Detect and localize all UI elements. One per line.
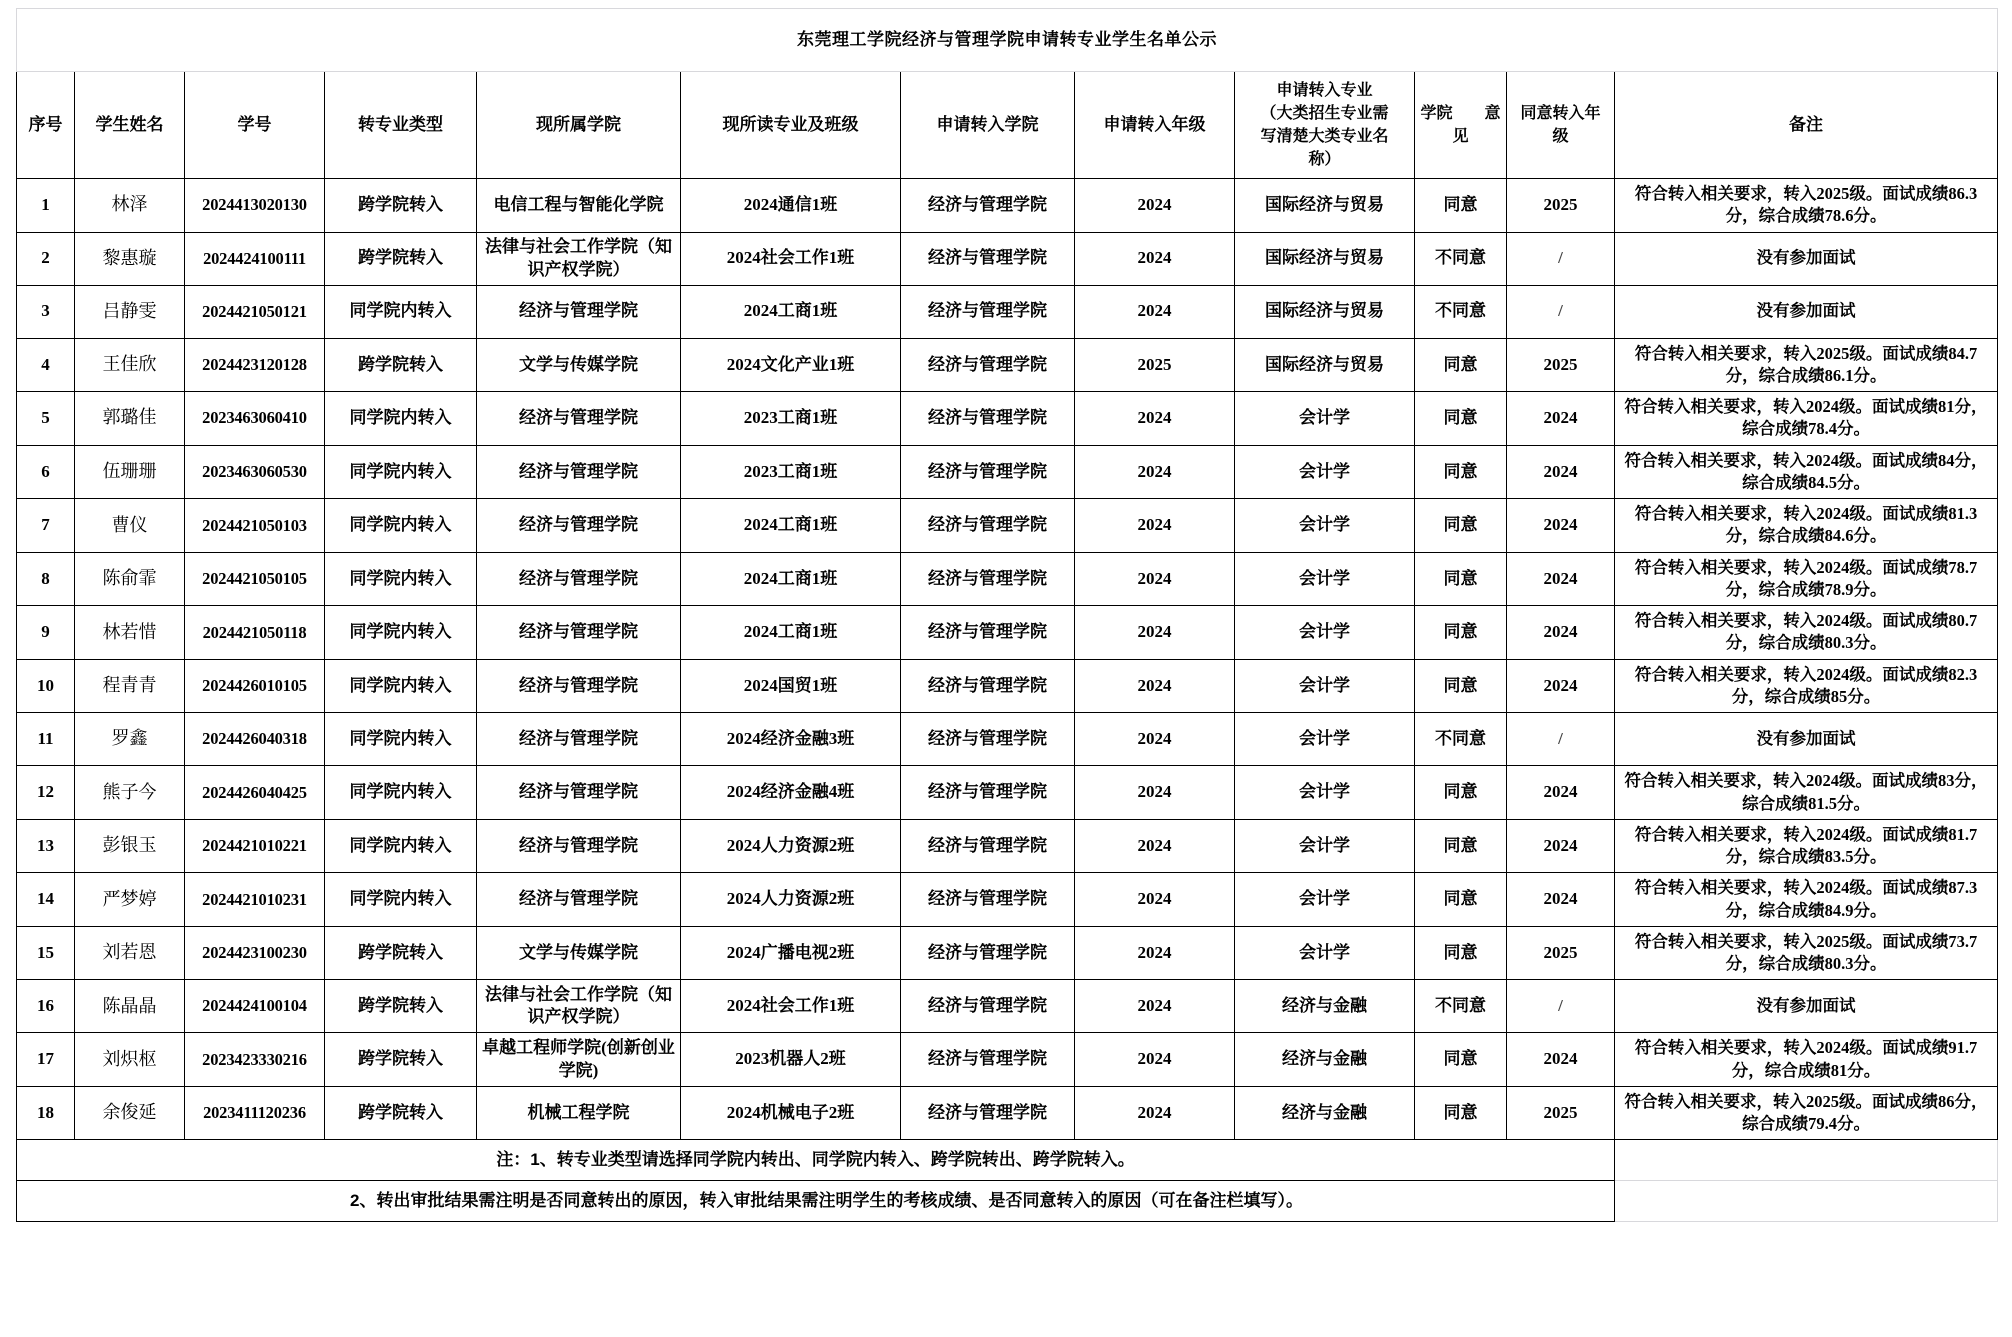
cell-target-major: 会计学	[1235, 819, 1415, 873]
cell-current-college: 机械工程学院	[477, 1086, 681, 1140]
cell-target-college: 经济与管理学院	[901, 766, 1075, 820]
header-row	[17, 72, 1998, 179]
target-major-header-line-2: （大类招生专业需	[1260, 104, 1389, 122]
cell-target-college: 经济与管理学院	[901, 285, 1075, 338]
cell-approved-grade: 2024	[1507, 445, 1615, 499]
cell-target-college: 经济与管理学院	[901, 926, 1075, 980]
cell-index: 9	[17, 606, 75, 660]
cell-approved-grade: 2024	[1507, 1033, 1615, 1087]
cell-student-id: 2024423100230	[185, 926, 325, 980]
column-header-name: 学生姓名	[75, 72, 185, 179]
cell-remark: 符合转入相关要求，转入2024级。面试成绩78.7分，综合成绩78.9分。	[1615, 552, 1998, 606]
cell-approved-grade: 2024	[1507, 392, 1615, 446]
cell-remark: 没有参加面试	[1615, 232, 1998, 285]
cell-student-name: 熊子今	[75, 766, 185, 820]
cell-student-name: 林若惜	[75, 606, 185, 660]
column-header-target-college: 申请转入学院	[901, 72, 1075, 179]
cell-student-name: 陈俞霏	[75, 552, 185, 606]
college-opinion-header-line-1: 学院 意	[1420, 104, 1501, 122]
page-title: 东莞理工学院经济与管理学院申请转专业学生名单公示	[17, 9, 1998, 72]
cell-student-id: 2024421050118	[185, 606, 325, 660]
cell-target-college: 经济与管理学院	[901, 659, 1075, 713]
cell-student-id: 2024426040318	[185, 713, 325, 766]
table-head	[17, 9, 1998, 179]
cell-target-grade: 2024	[1075, 445, 1235, 499]
column-header-remark: 备注	[1615, 72, 1998, 179]
note-1-blank-cell	[1615, 1140, 1998, 1181]
cell-transfer-type: 同学院内转入	[325, 659, 477, 713]
cell-approved-grade: 2025	[1507, 926, 1615, 980]
cell-college-opinion: 同意	[1415, 445, 1507, 499]
cell-approved-grade: 2024	[1507, 819, 1615, 873]
cell-transfer-type: 同学院内转入	[325, 285, 477, 338]
cell-student-id: 2024421050103	[185, 499, 325, 553]
cell-index: 2	[17, 232, 75, 285]
cell-current-college: 经济与管理学院	[477, 552, 681, 606]
cell-remark: 符合转入相关要求，转入2024级。面试成绩81分，综合成绩78.4分。	[1615, 392, 1998, 446]
cell-current-major-class: 2024工商1班	[681, 606, 901, 660]
cell-target-grade: 2025	[1075, 338, 1235, 392]
cell-current-major-class: 2024文化产业1班	[681, 338, 901, 392]
cell-index: 12	[17, 766, 75, 820]
table-row	[17, 980, 1998, 1033]
cell-current-major-class: 2024人力资源2班	[681, 819, 901, 873]
cell-index: 17	[17, 1033, 75, 1087]
table-row	[17, 766, 1998, 820]
cell-college-opinion: 不同意	[1415, 285, 1507, 338]
cell-target-college: 经济与管理学院	[901, 1086, 1075, 1140]
cell-student-id: 2023411120236	[185, 1086, 325, 1140]
cell-target-grade: 2024	[1075, 499, 1235, 553]
approved-grade-header-line-2: 级	[1552, 128, 1569, 145]
cell-index: 3	[17, 285, 75, 338]
table-row	[17, 926, 1998, 980]
cell-college-opinion: 不同意	[1415, 232, 1507, 285]
cell-transfer-type: 同学院内转入	[325, 445, 477, 499]
note-row-1	[17, 1140, 1998, 1181]
table-row	[17, 819, 1998, 873]
cell-target-major: 会计学	[1235, 659, 1415, 713]
cell-index: 5	[17, 392, 75, 446]
cell-index: 1	[17, 179, 75, 233]
cell-target-college: 经济与管理学院	[901, 392, 1075, 446]
cell-current-major-class: 2024工商1班	[681, 285, 901, 338]
table-row	[17, 285, 1998, 338]
cell-current-major-class: 2024社会工作1班	[681, 980, 901, 1033]
cell-remark: 符合转入相关要求，转入2025级。面试成绩73.7分，综合成绩80.3分。	[1615, 926, 1998, 980]
cell-student-id: 2024421010221	[185, 819, 325, 873]
cell-current-college: 法律与社会工作学院（知识产权学院）	[477, 232, 681, 285]
cell-current-major-class: 2023工商1班	[681, 445, 901, 499]
cell-target-major: 会计学	[1235, 499, 1415, 553]
cell-remark: 没有参加面试	[1615, 713, 1998, 766]
cell-approved-grade: 2025	[1507, 1086, 1615, 1140]
table-row	[17, 338, 1998, 392]
cell-current-major-class: 2023工商1班	[681, 392, 901, 446]
cell-target-college: 经济与管理学院	[901, 445, 1075, 499]
cell-student-name: 曹仪	[75, 499, 185, 553]
cell-current-major-class: 2024通信1班	[681, 179, 901, 233]
cell-target-grade: 2024	[1075, 1086, 1235, 1140]
table-row	[17, 873, 1998, 927]
cell-college-opinion: 同意	[1415, 819, 1507, 873]
cell-college-opinion: 同意	[1415, 499, 1507, 553]
column-header-target-major	[1235, 72, 1415, 179]
cell-student-id: 2024421050121	[185, 285, 325, 338]
cell-college-opinion: 同意	[1415, 766, 1507, 820]
cell-transfer-type: 跨学院转入	[325, 980, 477, 1033]
cell-college-opinion: 同意	[1415, 1086, 1507, 1140]
cell-transfer-type: 跨学院转入	[325, 232, 477, 285]
cell-target-major: 会计学	[1235, 552, 1415, 606]
cell-college-opinion: 同意	[1415, 179, 1507, 233]
table-row	[17, 499, 1998, 553]
cell-current-major-class: 2024经济金融4班	[681, 766, 901, 820]
table-row	[17, 392, 1998, 446]
table-row	[17, 445, 1998, 499]
cell-current-major-class: 2024国贸1班	[681, 659, 901, 713]
cell-current-college: 经济与管理学院	[477, 392, 681, 446]
table-foot	[17, 1140, 1998, 1222]
cell-student-name: 刘炽枢	[75, 1033, 185, 1087]
cell-current-college: 经济与管理学院	[477, 606, 681, 660]
cell-student-name: 刘若恩	[75, 926, 185, 980]
table-row	[17, 232, 1998, 285]
cell-target-college: 经济与管理学院	[901, 232, 1075, 285]
cell-target-grade: 2024	[1075, 819, 1235, 873]
cell-student-id: 2024424100104	[185, 980, 325, 1033]
cell-current-major-class: 2024经济金融3班	[681, 713, 901, 766]
cell-student-id: 2024421050105	[185, 552, 325, 606]
cell-approved-grade: 2024	[1507, 766, 1615, 820]
cell-remark: 符合转入相关要求，转入2025级。面试成绩84.7分，综合成绩86.1分。	[1615, 338, 1998, 392]
cell-approved-grade: /	[1507, 232, 1615, 285]
cell-target-grade: 2024	[1075, 285, 1235, 338]
cell-student-id: 2024426040425	[185, 766, 325, 820]
cell-student-name: 黎惠璇	[75, 232, 185, 285]
cell-index: 14	[17, 873, 75, 927]
cell-target-major: 经济与金融	[1235, 1086, 1415, 1140]
target-major-header-line-3: 写清楚大类专业名	[1260, 128, 1389, 145]
table-row	[17, 179, 1998, 233]
cell-remark: 符合转入相关要求，转入2024级。面试成绩91.7分，综合成绩81分。	[1615, 1033, 1998, 1087]
cell-college-opinion: 同意	[1415, 606, 1507, 660]
table-row	[17, 659, 1998, 713]
cell-current-major-class: 2024人力资源2班	[681, 873, 901, 927]
cell-approved-grade: /	[1507, 285, 1615, 338]
cell-current-major-class: 2024机械电子2班	[681, 1086, 901, 1140]
cell-target-major: 国际经济与贸易	[1235, 338, 1415, 392]
note-row-2	[17, 1181, 1998, 1222]
cell-current-college: 文学与传媒学院	[477, 338, 681, 392]
table-row	[17, 606, 1998, 660]
cell-transfer-type: 同学院内转入	[325, 392, 477, 446]
cell-index: 7	[17, 499, 75, 553]
cell-remark: 符合转入相关要求，转入2024级。面试成绩80.7分，综合成绩80.3分。	[1615, 606, 1998, 660]
cell-student-id: 2023463060530	[185, 445, 325, 499]
cell-target-college: 经济与管理学院	[901, 338, 1075, 392]
cell-transfer-type: 跨学院转入	[325, 1033, 477, 1087]
cell-target-grade: 2024	[1075, 873, 1235, 927]
column-header-current-college: 现所属学院	[477, 72, 681, 179]
cell-remark: 符合转入相关要求，转入2024级。面试成绩84分，综合成绩84.5分。	[1615, 445, 1998, 499]
cell-transfer-type: 同学院内转入	[325, 873, 477, 927]
cell-transfer-type: 跨学院转入	[325, 179, 477, 233]
approved-grade-header-line-1: 同意转入年	[1520, 104, 1601, 122]
cell-target-grade: 2024	[1075, 980, 1235, 1033]
title-row	[17, 9, 1998, 72]
cell-current-college: 经济与管理学院	[477, 819, 681, 873]
cell-current-major-class: 2024广播电视2班	[681, 926, 901, 980]
cell-current-major-class: 2024工商1班	[681, 552, 901, 606]
column-header-target-grade: 申请转入年级	[1075, 72, 1235, 179]
cell-transfer-type: 同学院内转入	[325, 713, 477, 766]
cell-approved-grade: 2024	[1507, 606, 1615, 660]
cell-transfer-type: 跨学院转入	[325, 1086, 477, 1140]
cell-target-grade: 2024	[1075, 392, 1235, 446]
cell-student-name: 彭银玉	[75, 819, 185, 873]
cell-remark: 符合转入相关要求，转入2024级。面试成绩81.3分，综合成绩84.6分。	[1615, 499, 1998, 553]
cell-remark: 符合转入相关要求，转入2024级。面试成绩83分，综合成绩81.5分。	[1615, 766, 1998, 820]
target-major-header-line-1: 申请转入专业	[1276, 81, 1373, 99]
cell-target-college: 经济与管理学院	[901, 606, 1075, 660]
cell-remark: 没有参加面试	[1615, 285, 1998, 338]
cell-student-id: 2023423330216	[185, 1033, 325, 1087]
cell-college-opinion: 同意	[1415, 873, 1507, 927]
cell-approved-grade: 2024	[1507, 499, 1615, 553]
cell-remark: 没有参加面试	[1615, 980, 1998, 1033]
cell-target-major: 会计学	[1235, 713, 1415, 766]
cell-remark: 符合转入相关要求，转入2024级。面试成绩82.3分，综合成绩85分。	[1615, 659, 1998, 713]
cell-college-opinion: 同意	[1415, 552, 1507, 606]
cell-target-college: 经济与管理学院	[901, 1033, 1075, 1087]
column-header-student-id: 学号	[185, 72, 325, 179]
cell-index: 18	[17, 1086, 75, 1140]
table-row	[17, 713, 1998, 766]
cell-target-college: 经济与管理学院	[901, 552, 1075, 606]
cell-student-name: 吕静雯	[75, 285, 185, 338]
cell-approved-grade: 2024	[1507, 552, 1615, 606]
cell-index: 11	[17, 713, 75, 766]
cell-remark: 符合转入相关要求，转入2024级。面试成绩81.7分，综合成绩83.5分。	[1615, 819, 1998, 873]
cell-transfer-type: 同学院内转入	[325, 552, 477, 606]
cell-target-grade: 2024	[1075, 552, 1235, 606]
column-header-college-opinion	[1415, 72, 1507, 179]
cell-transfer-type: 同学院内转入	[325, 606, 477, 660]
cell-student-name: 林泽	[75, 179, 185, 233]
cell-student-name: 陈晶晶	[75, 980, 185, 1033]
cell-index: 16	[17, 980, 75, 1033]
cell-index: 4	[17, 338, 75, 392]
cell-remark: 符合转入相关要求，转入2025级。面试成绩86.3分，综合成绩78.6分。	[1615, 179, 1998, 233]
cell-target-grade: 2024	[1075, 606, 1235, 660]
cell-student-id: 2024424100111	[185, 232, 325, 285]
cell-target-college: 经济与管理学院	[901, 873, 1075, 927]
cell-transfer-type: 跨学院转入	[325, 338, 477, 392]
column-header-transfer-type: 转专业类型	[325, 72, 477, 179]
cell-target-grade: 2024	[1075, 659, 1235, 713]
cell-approved-grade: 2024	[1507, 659, 1615, 713]
cell-college-opinion: 不同意	[1415, 713, 1507, 766]
cell-current-college: 经济与管理学院	[477, 445, 681, 499]
cell-current-major-class: 2024社会工作1班	[681, 232, 901, 285]
cell-target-college: 经济与管理学院	[901, 179, 1075, 233]
cell-target-grade: 2024	[1075, 232, 1235, 285]
cell-approved-grade: /	[1507, 713, 1615, 766]
cell-college-opinion: 同意	[1415, 926, 1507, 980]
cell-target-grade: 2024	[1075, 179, 1235, 233]
cell-target-major: 国际经济与贸易	[1235, 285, 1415, 338]
cell-current-college: 卓越工程师学院(创新创业学院)	[477, 1033, 681, 1087]
cell-target-grade: 2024	[1075, 766, 1235, 820]
cell-target-college: 经济与管理学院	[901, 499, 1075, 553]
table-body	[17, 179, 1998, 1140]
cell-target-major: 会计学	[1235, 445, 1415, 499]
cell-index: 8	[17, 552, 75, 606]
cell-approved-grade: 2025	[1507, 179, 1615, 233]
cell-student-name: 余俊延	[75, 1086, 185, 1140]
cell-college-opinion: 同意	[1415, 338, 1507, 392]
cell-college-opinion: 同意	[1415, 659, 1507, 713]
cell-target-major: 会计学	[1235, 392, 1415, 446]
note-2: 2、转出审批结果需注明是否同意转出的原因，转入审批结果需注明学生的考核成绩、是否同意转入的原因（可在备注栏填写）。	[17, 1181, 1615, 1222]
cell-current-major-class: 2024工商1班	[681, 499, 901, 553]
cell-target-grade: 2024	[1075, 1033, 1235, 1087]
cell-target-major: 国际经济与贸易	[1235, 232, 1415, 285]
cell-current-major-class: 2023机器人2班	[681, 1033, 901, 1087]
cell-student-name: 王佳欣	[75, 338, 185, 392]
cell-student-id: 2023463060410	[185, 392, 325, 446]
cell-remark: 符合转入相关要求，转入2024级。面试成绩87.3分，综合成绩84.9分。	[1615, 873, 1998, 927]
cell-target-major: 会计学	[1235, 766, 1415, 820]
cell-index: 6	[17, 445, 75, 499]
cell-approved-grade: /	[1507, 980, 1615, 1033]
cell-current-college: 经济与管理学院	[477, 499, 681, 553]
cell-current-college: 经济与管理学院	[477, 659, 681, 713]
cell-target-major: 经济与金融	[1235, 1033, 1415, 1087]
cell-remark: 符合转入相关要求，转入2025级。面试成绩86分，综合成绩79.4分。	[1615, 1086, 1998, 1140]
cell-current-college: 电信工程与智能化学院	[477, 179, 681, 233]
cell-student-name: 严梦婷	[75, 873, 185, 927]
cell-current-college: 经济与管理学院	[477, 873, 681, 927]
cell-current-college: 法律与社会工作学院（知识产权学院）	[477, 980, 681, 1033]
cell-student-id: 2024423120128	[185, 338, 325, 392]
cell-target-grade: 2024	[1075, 926, 1235, 980]
table-row	[17, 552, 1998, 606]
cell-student-name: 伍珊珊	[75, 445, 185, 499]
cell-approved-grade: 2025	[1507, 338, 1615, 392]
cell-student-name: 程青青	[75, 659, 185, 713]
cell-transfer-type: 同学院内转入	[325, 766, 477, 820]
college-opinion-header-line-2: 见	[1452, 128, 1469, 145]
cell-transfer-type: 同学院内转入	[325, 819, 477, 873]
cell-target-major: 国际经济与贸易	[1235, 179, 1415, 233]
column-header-index: 序号	[17, 72, 75, 179]
transfer-applicants-table	[16, 8, 1998, 1222]
cell-student-name: 郭璐佳	[75, 392, 185, 446]
cell-target-major: 会计学	[1235, 926, 1415, 980]
cell-student-name: 罗鑫	[75, 713, 185, 766]
cell-target-college: 经济与管理学院	[901, 980, 1075, 1033]
cell-index: 15	[17, 926, 75, 980]
note-1: 注：1、转专业类型请选择同学院内转出、同学院内转入、跨学院转出、跨学院转入。	[17, 1140, 1615, 1181]
cell-target-college: 经济与管理学院	[901, 713, 1075, 766]
target-major-header-line-4: 称）	[1308, 151, 1341, 169]
cell-student-id: 2024421010231	[185, 873, 325, 927]
note-2-blank-cell	[1615, 1181, 1998, 1222]
cell-current-college: 经济与管理学院	[477, 285, 681, 338]
table-row	[17, 1086, 1998, 1140]
cell-current-college: 文学与传媒学院	[477, 926, 681, 980]
cell-student-id: 2024426010105	[185, 659, 325, 713]
cell-college-opinion: 不同意	[1415, 980, 1507, 1033]
cell-approved-grade: 2024	[1507, 873, 1615, 927]
cell-target-grade: 2024	[1075, 713, 1235, 766]
cell-target-major: 会计学	[1235, 606, 1415, 660]
column-header-current-major-class: 现所读专业及班级	[681, 72, 901, 179]
cell-transfer-type: 跨学院转入	[325, 926, 477, 980]
column-header-approved-grade	[1507, 72, 1615, 179]
table-row	[17, 1033, 1998, 1087]
cell-college-opinion: 同意	[1415, 1033, 1507, 1087]
cell-transfer-type: 同学院内转入	[325, 499, 477, 553]
cell-target-major: 会计学	[1235, 873, 1415, 927]
cell-current-college: 经济与管理学院	[477, 713, 681, 766]
cell-target-major: 经济与金融	[1235, 980, 1415, 1033]
cell-target-college: 经济与管理学院	[901, 819, 1075, 873]
cell-student-id: 2024413020130	[185, 179, 325, 233]
cell-index: 10	[17, 659, 75, 713]
cell-college-opinion: 同意	[1415, 392, 1507, 446]
cell-current-college: 经济与管理学院	[477, 766, 681, 820]
cell-index: 13	[17, 819, 75, 873]
